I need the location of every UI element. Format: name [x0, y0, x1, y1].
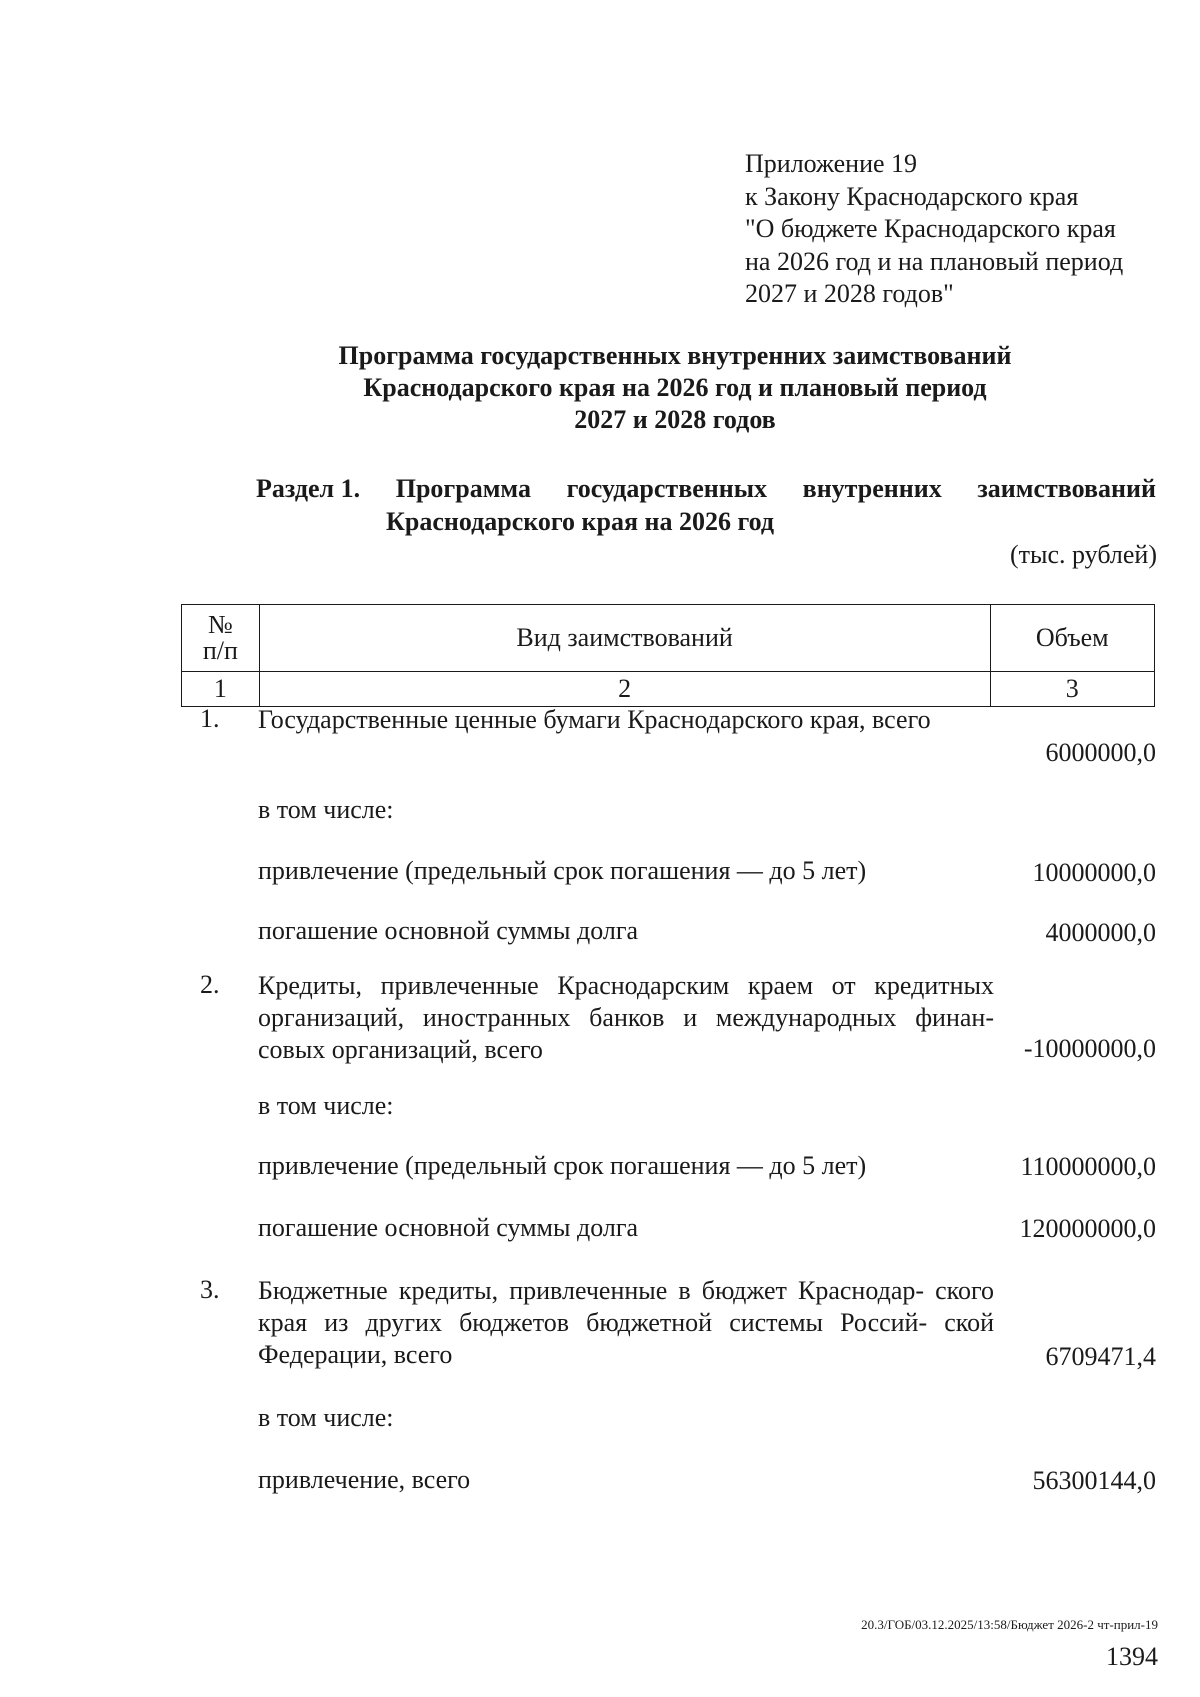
header-number-cell — [182, 605, 260, 672]
column-number: 1 — [182, 672, 260, 707]
row-description: погашение основной суммы долга — [258, 1213, 639, 1242]
column-number: 3 — [990, 672, 1155, 707]
section-label: Раздел 1. — [256, 474, 361, 503]
row-description: в том числе: — [258, 1403, 394, 1432]
row-number: 3. — [200, 1275, 220, 1304]
table-header — [181, 604, 1155, 707]
row-value: 110000000,0 — [1020, 1152, 1156, 1181]
number-abbr: п/п — [202, 636, 238, 665]
section-word: заимствований — [977, 474, 1156, 503]
header-type-cell: Вид заимствований — [259, 605, 990, 672]
header-volume-cell: Объем — [990, 605, 1155, 672]
title-line: Краснодарского края на 2026 год и плановый период — [363, 373, 987, 402]
row-description: в том числе: — [258, 1091, 394, 1120]
page-number: 1394 — [1106, 1642, 1158, 1671]
row-value: 120000000,0 — [1019, 1214, 1156, 1243]
row-value: -10000000,0 — [1023, 1034, 1156, 1063]
section-title — [256, 472, 1156, 538]
annex-line: к Закону Краснодарского края — [745, 181, 1079, 211]
row-description: в том числе: — [258, 795, 394, 824]
annex-line: на 2026 год и на плановый период — [745, 246, 1124, 276]
row-description: погашение основной суммы долга — [258, 916, 639, 945]
annex-line: Приложение 19 — [745, 149, 918, 178]
row-value: 6709471,4 — [1045, 1342, 1156, 1371]
row-description: привлечение, всего — [258, 1465, 471, 1494]
row-description: привлечение (предельный срок погашения — до 5 лет) — [258, 1151, 867, 1180]
row-number: 2. — [200, 970, 220, 999]
units-label: (тыс. рублей) — [1009, 540, 1157, 569]
section-word: государственных — [566, 474, 768, 503]
document-code: 20.3/ГОБ/03.12.2025/13:58/Бюджет 2026-2 чт-прил-19 — [861, 1617, 1158, 1632]
document-title — [250, 340, 1100, 436]
section-word: внутренних — [802, 474, 942, 503]
title-line: 2027 и 2028 годов — [574, 405, 776, 434]
row-description: Кредиты, привлеченные Краснодарским краем от кредитных организаций, иностранных банков и международных финан- совых организаций, всего — [258, 971, 994, 1064]
row-value: 4000000,0 — [1045, 918, 1156, 947]
title-line: Программа государственных внутренних заимствований — [338, 341, 1012, 370]
number-sign: № — [207, 610, 233, 639]
row-description: Государственные ценные бумаги Краснодарского края, всего — [258, 705, 931, 734]
annex-line: 2027 и 2028 годов" — [745, 279, 954, 308]
column-number: 2 — [259, 672, 990, 707]
row-value: 6000000,0 — [1045, 738, 1156, 767]
section-word: Программа — [395, 474, 531, 503]
annex-reference — [745, 148, 1123, 311]
annex-line: "О бюджете Краснодарского края — [745, 214, 1116, 243]
section-subtitle: Краснодарского края на 2026 год — [386, 507, 775, 536]
row-number: 1. — [200, 704, 220, 733]
row-description: привлечение (предельный срок погашения — до 5 лет) — [258, 856, 867, 885]
row-value: 56300144,0 — [1032, 1466, 1156, 1495]
row-value: 10000000,0 — [1032, 858, 1156, 887]
row-description: Бюджетные кредиты, привлеченные в бюджет Краснодар- ского края из других бюджетов бюджетной системы Россий- ской Федерации, всего — [258, 1276, 994, 1369]
